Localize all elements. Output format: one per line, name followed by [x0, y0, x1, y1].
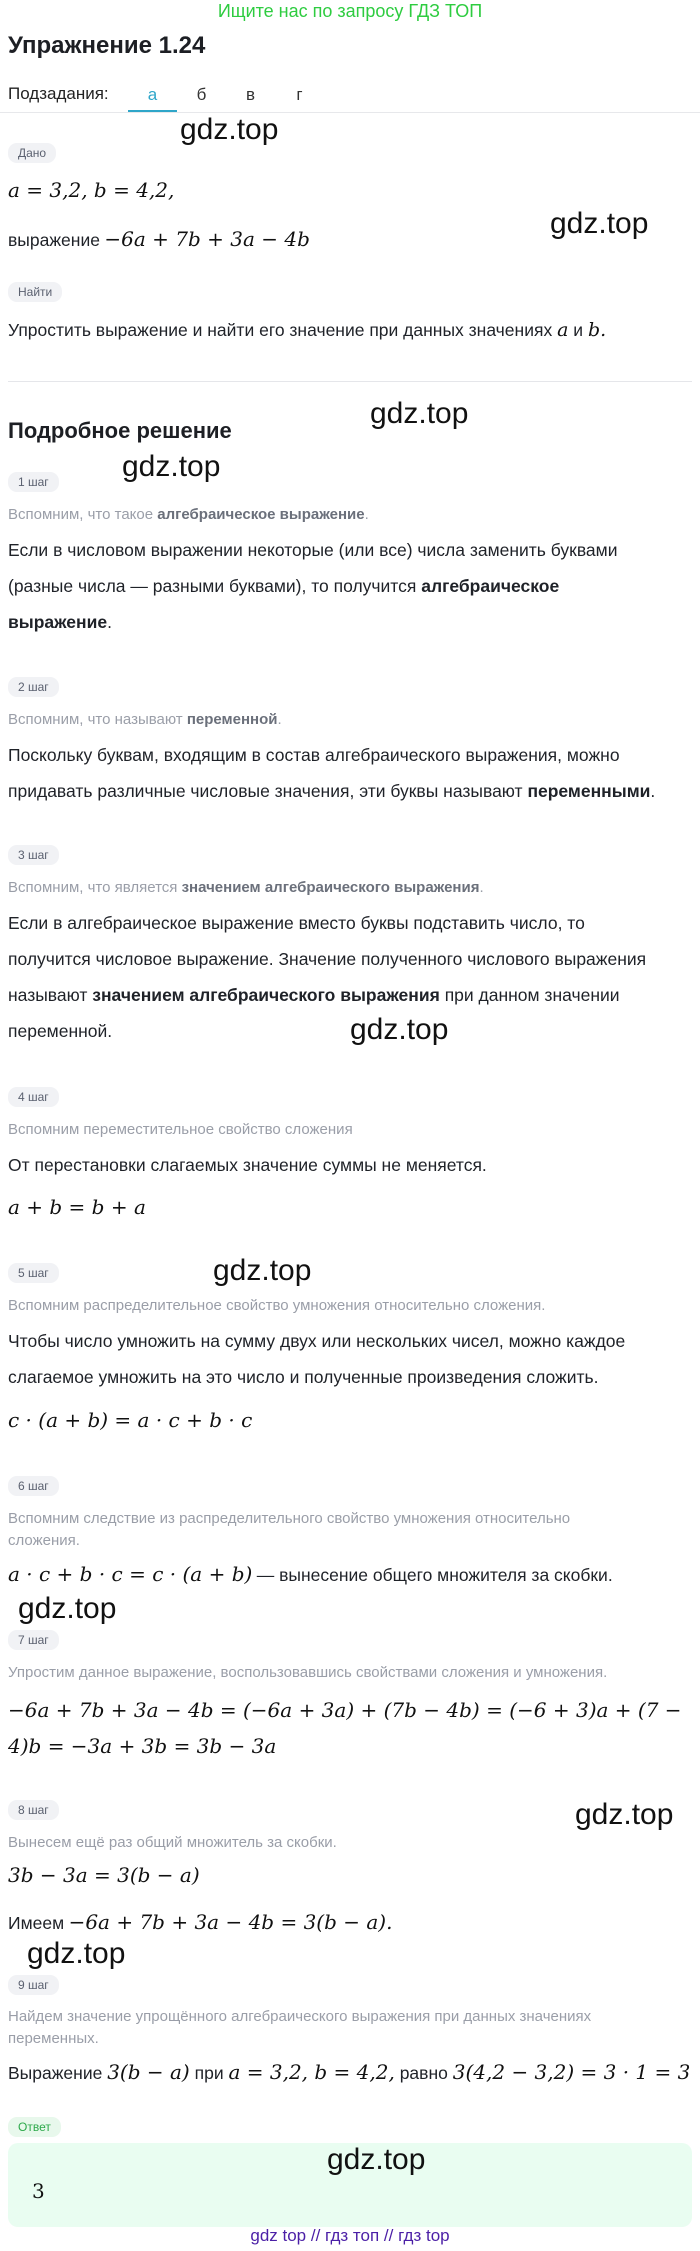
footer-separator: // [383, 2226, 394, 2245]
step2-line2 [8, 773, 693, 809]
watermark: gdz.top [180, 113, 279, 146]
step3-line3-pre: называют [8, 985, 88, 1005]
step9-m2: a = 3,2, b = 4,2, [228, 2060, 395, 2084]
step2-body [8, 737, 693, 809]
step6-chip: 6 шаг [8, 1476, 59, 1496]
step3-hint-bold: значением алгебраического выражения [181, 879, 480, 896]
given-expression-line [8, 222, 310, 258]
find-var-b: b. [587, 319, 607, 341]
footer-link-gdz-top-mixed[interactable]: гдз top [398, 2226, 450, 2245]
watermark: gdz.top [122, 450, 221, 483]
step2-line1: Поскольку буквам, входящим в состав алгебраического выражения, можно [8, 745, 620, 765]
step4-chip: 4 шаг [8, 1087, 59, 1107]
step1-body [8, 532, 693, 640]
step1-line1: Если в числовом выражении некоторые (или все) числа заменить буквами [8, 540, 618, 560]
answer-value: 3 [32, 2179, 45, 2203]
section-divider [8, 381, 692, 382]
step3-hint [8, 877, 693, 899]
step3-line4: переменной. [8, 1021, 113, 1041]
step6-hint [8, 1508, 693, 1552]
find-text-line [8, 312, 606, 348]
step2-hint [8, 709, 693, 731]
tab-g[interactable]: г [296, 85, 303, 104]
step7-formula [8, 1692, 682, 1764]
tabs-divider [0, 112, 700, 113]
find-var-a: a [557, 319, 569, 341]
step5-body [8, 1323, 693, 1395]
watermark: gdz.top [350, 1013, 449, 1046]
step4-hint: Вспомним переместительное свойство сложения [8, 1121, 353, 1138]
step8-have-text: Имеем [8, 1913, 65, 1933]
step1-hint [8, 504, 693, 526]
step9-m3: 3(4,2 − 3,2) = 3 · 1 = 3 [452, 2060, 691, 2084]
watermark: gdz.top [27, 1937, 126, 1970]
step9-t1: Выражение [8, 2063, 103, 2083]
page-title: Упражнение 1.24 [8, 32, 206, 59]
given-expression-label: выражение [8, 230, 100, 250]
step2-line2-pre: придавать различные числовые значения, эти буквы называют [8, 781, 523, 801]
footer-separator: // [310, 2226, 321, 2245]
footer-link-gdz-top[interactable]: gdz top [250, 2226, 307, 2245]
step2-hint-bold: переменной [186, 711, 278, 728]
step9-t2: при [194, 2063, 224, 2083]
footer-links [0, 2226, 700, 2246]
given-chip: Дано [8, 143, 56, 163]
step2-line2-bold: переменными [527, 781, 651, 801]
step1-hint-post: . [364, 506, 369, 523]
watermark: gdz.top [327, 2143, 426, 2176]
step2-chip: 2 шаг [8, 677, 59, 697]
step9-m1: 3(b − a) [107, 2060, 190, 2084]
step2-hint-pre: Вспомним, что называют [8, 711, 183, 728]
answer-chip: Ответ [8, 2117, 61, 2137]
step5-line2: слагаемое умножить на это число и полученные произведения сложить. [8, 1367, 599, 1387]
step1-line3-post: . [107, 612, 112, 632]
step9-hint-line2: переменных. [8, 2030, 99, 2047]
step1-chip: 1 шаг [8, 472, 59, 492]
subtask-tabs [128, 78, 324, 112]
step8-formula: 3b − 3a = 3(b − a) [8, 1863, 200, 1887]
step6-hint-line2: сложения. [8, 1532, 80, 1549]
step7-hint: Упростим данное выражение, воспользовавшись свойствами сложения и умножения. [8, 1664, 608, 1681]
solution-title: Подробное решение [8, 418, 232, 443]
step8-have-math: −6a + 7b + 3a − 4b = 3(b − a). [68, 1910, 393, 1934]
watermark: gdz.top [18, 1592, 117, 1625]
step9-result-line [8, 2060, 690, 2084]
step3-line3-bold: значением алгебраического выражения [92, 985, 440, 1005]
find-chip: Найти [8, 282, 62, 302]
step7-chip: 7 шаг [8, 1630, 59, 1650]
search-banner[interactable]: Ищите нас по запросу ГДЗ ТОП [217, 1, 483, 21]
step5-line1: Чтобы число умножить на сумму двух или нескольких чисел, можно каждое [8, 1331, 626, 1351]
step4-body: От перестановки слагаемых значение суммы не меняется. [8, 1155, 487, 1175]
watermark: gdz.top [550, 207, 649, 240]
subtasks-label: Подзадания: [8, 84, 109, 103]
step3-line2: получится числовое выражение. Значение полученного числового выражения [8, 949, 647, 969]
step4-formula: a + b = b + a [8, 1195, 146, 1219]
step3-line1: Если в алгебраическое выражение вместо буквы подставить число, то [8, 913, 585, 933]
step3-line3-post: при данном значении [444, 985, 620, 1005]
tab-v[interactable]: в [245, 85, 256, 104]
step1-line2-pre: (разные числа — разными буквами), то получится [8, 576, 417, 596]
step7-formula-line1: −6a + 7b + 3a − 4b = (−6a + 3a) + (7b − 4b) = (−6 + 3)a + (7 − [8, 1698, 682, 1722]
step1-line2 [8, 568, 693, 604]
step9-chip: 9 шаг [8, 1975, 59, 1995]
step6-formula-text: — вынесение общего множителя за скобки. [256, 1565, 613, 1585]
step3-chip: 3 шаг [8, 845, 59, 865]
step8-have-line [8, 1910, 392, 1934]
given-expression-math: −6a + 7b + 3a − 4b [104, 227, 310, 251]
watermark: gdz.top [213, 1254, 312, 1287]
step3-hint-pre: Вспомним, что является [8, 879, 178, 896]
step1-hint-bold: алгебраическое выражение [157, 506, 365, 523]
step3-line3 [8, 977, 693, 1013]
find-text: Упростить выражение и найти его значение при данных значениях [8, 320, 553, 340]
step1-line2-bold: алгебраическое [421, 576, 560, 596]
tab-b[interactable]: б [196, 85, 207, 104]
step9-hint [8, 2006, 693, 2050]
step5-hint: Вспомним распределительное свойство умножения относительно сложения. [8, 1297, 546, 1314]
watermark: gdz.top [370, 397, 469, 430]
step9-hint-line1: Найдем значение упрощённого алгебраического выражения при данных значениях [8, 2008, 592, 2025]
watermark: gdz.top [575, 1798, 674, 1831]
step6-formula: a · c + b · c = c · (a + b) [8, 1562, 253, 1586]
step2-line2-post: . [650, 781, 656, 801]
given-values: a = 3,2, b = 4,2, [8, 178, 175, 202]
step2-hint-post: . [277, 711, 282, 728]
step6-formula-line [8, 1562, 613, 1586]
step3-hint-post: . [479, 879, 484, 896]
step8-hint: Вынесем ещё раз общий множитель за скобки. [8, 1834, 337, 1851]
step6-hint-line1: Вспомним следствие из распределительного свойство умножения относительно [8, 1510, 571, 1527]
step8-chip: 8 шаг [8, 1800, 59, 1820]
find-and: и [573, 320, 584, 340]
step5-formula: c · (a + b) = a · c + b · c [8, 1408, 253, 1432]
step7-formula-line2: 4)b = −3a + 3b = 3b − 3a [8, 1734, 277, 1758]
footer-link-gdz-top-ru[interactable]: гдз топ [325, 2226, 380, 2245]
tab-a[interactable]: а [128, 78, 177, 112]
step1-line3 [8, 604, 693, 640]
step9-t3: равно [399, 2063, 448, 2083]
step5-chip: 5 шаг [8, 1263, 59, 1283]
step1-hint-pre: Вспомним, что такое [8, 506, 154, 523]
step1-line3-bold: выражение [8, 612, 108, 632]
